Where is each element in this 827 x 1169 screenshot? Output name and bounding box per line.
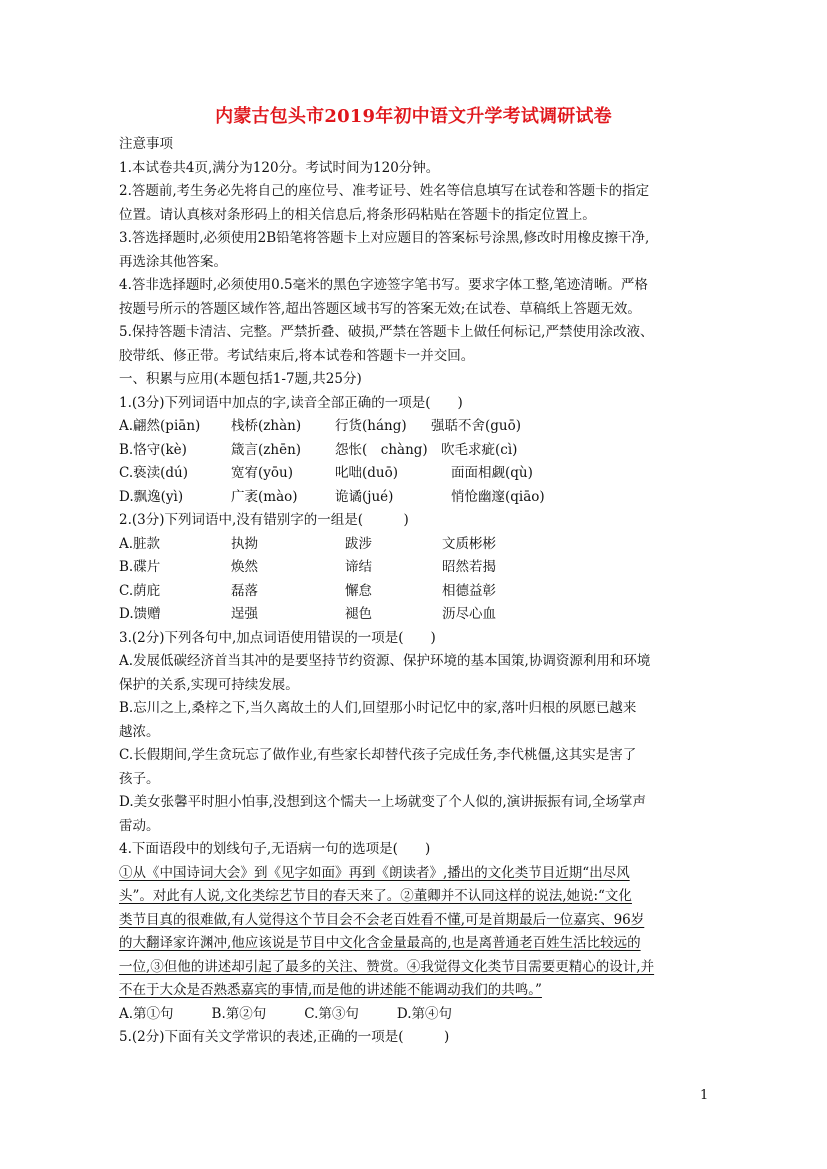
notice-line: 位置。请认真核对条形码上的相关信息后,将条形码粘贴在答题卡的指定位置上。 bbox=[119, 206, 596, 223]
option-cell: 箴言(zhēn) bbox=[231, 441, 302, 458]
exam-body bbox=[119, 133, 709, 1050]
option-cell: 叱咄(duō) bbox=[335, 465, 398, 481]
notice-line: 1.本试卷共4页,满分为120分。考试时间为120分钟。 bbox=[119, 159, 440, 176]
option-cell: 怨怅( chàng) bbox=[335, 441, 428, 458]
option-cell: C.亵渎(dú) bbox=[119, 465, 189, 481]
notice-line: 3.答选择题时,必须使用2B铅笔将答题卡上对应题目的答案标号涂黑,修改时用橡皮擦干净, bbox=[119, 230, 650, 246]
question-1-stem: 1.(3分)下列词语中加点的字,读音全部正确的一项是( ) bbox=[119, 394, 463, 411]
q1-option-a bbox=[119, 415, 709, 439]
section-heading: 一、积累与应用(本题包括1-7题,共25分) bbox=[119, 371, 362, 387]
option-cell: B.碟片 bbox=[119, 559, 161, 575]
q2-option-a bbox=[119, 533, 709, 557]
page-number: 1 bbox=[700, 1088, 709, 1103]
q2-option-c bbox=[119, 580, 709, 604]
option-cell: 宽宥(yōu) bbox=[231, 465, 293, 481]
option-cell: 逞强 bbox=[231, 606, 258, 622]
option-cell: 褪色 bbox=[345, 606, 372, 622]
question-4-stem: 4.下面语段中的划线句子,无语病一句的选项是( ) bbox=[119, 841, 431, 857]
option-cell: 执拗 bbox=[231, 535, 258, 552]
q4-option-d: D.第④句 bbox=[396, 1005, 453, 1022]
option-cell: 磊落 bbox=[231, 582, 258, 599]
q3-text-line: 雷动。 bbox=[119, 817, 160, 834]
notice-line: 4.答非选择题时,必须使用0.5毫米的黑色字迹签字笔书写。要求字体工整,笔迹清晰。严格 bbox=[119, 277, 648, 293]
option-cell: 栈桥(zhàn) bbox=[231, 418, 302, 434]
notice-heading: 注意事项 bbox=[119, 136, 173, 152]
notice-line: 5.保持答题卡清洁、完整。严禁折叠、破损,严禁在答题卡上做任何标记,严禁使用涂改液、 bbox=[119, 324, 654, 340]
option-cell: C.荫庇 bbox=[119, 582, 161, 599]
notice-line: 胶带纸、修正带。考试结束后,将本试卷和答题卡一并交回。 bbox=[119, 347, 475, 364]
question-5-stem: 5.(2分)下面有关文学常识的表述,正确的一项是( ) bbox=[119, 1029, 450, 1045]
q1-option-b bbox=[119, 439, 709, 463]
q4-passage-line: 的大翻译家许渊冲,他应该说是节目中文化含金量最高的,也是离普通老百姓生活比较远的 bbox=[119, 935, 641, 951]
q3-text-line: 越浓。 bbox=[119, 723, 160, 740]
option-cell: 广袤(mào) bbox=[231, 488, 298, 505]
option-cell: 相德益彰 bbox=[442, 582, 496, 599]
q3-text-line: 保护的关系,实现可持续发展。 bbox=[119, 676, 299, 693]
q3-text-line: 孩子。 bbox=[119, 770, 160, 787]
q3-text-line: B.忘川之上,桑梓之下,当久离故土的人们,回望那小时记忆中的家,落叶归根的夙愿已越来 bbox=[119, 700, 637, 716]
option-cell: 焕然 bbox=[231, 559, 258, 575]
q4-passage-line: 头”。对此有人说,文化类综艺节目的春天来了。②董卿并不认同这样的说法,她说:“文化 bbox=[119, 888, 632, 904]
q2-option-b bbox=[119, 556, 709, 580]
q4-option-c: C.第③句 bbox=[304, 1005, 359, 1022]
question-2-stem: 2.(3分)下列词语中,没有错别字的一组是( ) bbox=[119, 512, 409, 528]
option-cell: 谛结 bbox=[345, 559, 372, 575]
option-cell: 吹毛求疵(cì) bbox=[441, 441, 518, 458]
exam-title: 内蒙古包头市2019年初中语文升学考试调研试卷 bbox=[215, 106, 612, 127]
option-cell: 悄怆幽邃(qiāo) bbox=[451, 488, 545, 505]
q2-option-d bbox=[119, 603, 709, 627]
option-cell: A.翩然(piān) bbox=[119, 418, 201, 434]
notice-line: 2.答题前,考生务必先将自己的座位号、准考证号、姓名等信息填写在试卷和答题卡的指定 bbox=[119, 183, 650, 199]
q4-passage-line: 一位,③但他的讲述却引起了最多的关注、赞赏。④我觉得文化类节目需要更精心的设计,并 bbox=[119, 958, 655, 975]
q4-passage-line: ①从《中国诗词大会》到《见字如面》再到《朗读者》,播出的文化类节目近期“出尽风 bbox=[119, 864, 630, 881]
option-cell: 行货(háng) bbox=[335, 418, 407, 434]
q3-text-line: A.发展低碳经济首当其冲的是要坚持节约资源、保护环境的基本国策,协调资源利用和环境 bbox=[119, 653, 651, 669]
option-cell: 懈怠 bbox=[345, 582, 372, 599]
option-cell: D.飘逸(yì) bbox=[119, 488, 184, 505]
option-cell: 诡谲(jué) bbox=[335, 488, 394, 505]
option-cell: D.馈赠 bbox=[119, 606, 161, 622]
option-cell: 昭然若揭 bbox=[442, 559, 496, 575]
option-cell: 文质彬彬 bbox=[442, 535, 496, 552]
option-cell: 强聒不舍(guō) bbox=[431, 418, 521, 434]
notice-line: 再选涂其他答案。 bbox=[119, 253, 227, 270]
q3-text-line: C.长假期间,学生贪玩忘了做作业,有些家长却替代孩子完成任务,李代桃僵,这其实是害了 bbox=[119, 747, 637, 763]
option-cell: A.脏款 bbox=[119, 535, 161, 552]
notice-line: 按题号所示的答题区域作答,超出答题区域书写的答案无效;在试卷、草稿纸上答题无效。 bbox=[119, 300, 641, 317]
q4-passage-line: 类节目真的很难做,有人觉得这个节目会不会老百姓看不懂,可是首期最后一位嘉宾、96岁 bbox=[119, 911, 645, 928]
q4-option-a: A.第①句 bbox=[119, 1005, 174, 1022]
option-cell: 面面相觑(qù) bbox=[451, 465, 533, 481]
option-cell: B.恪守(kè) bbox=[119, 441, 187, 458]
option-cell: 跋涉 bbox=[345, 535, 372, 552]
q1-option-c bbox=[119, 462, 709, 486]
q4-passage-line: 不在于大众是否熟悉嘉宾的事情,而是他的讲述能不能调动我们的共鸣。” bbox=[119, 982, 542, 998]
q4-options bbox=[119, 1003, 709, 1027]
q1-option-d bbox=[119, 486, 709, 510]
q4-option-b: B.第②句 bbox=[211, 1005, 267, 1022]
question-3-stem: 3.(2分)下列各句中,加点词语使用错误的一项是( ) bbox=[119, 629, 436, 646]
q3-text-line: D.美女张馨平时胆小怕事,没想到这个懦夫一上场就变了个人似的,演讲振振有词,全场掌声 bbox=[119, 794, 647, 810]
option-cell: 沥尽心血 bbox=[442, 606, 496, 622]
